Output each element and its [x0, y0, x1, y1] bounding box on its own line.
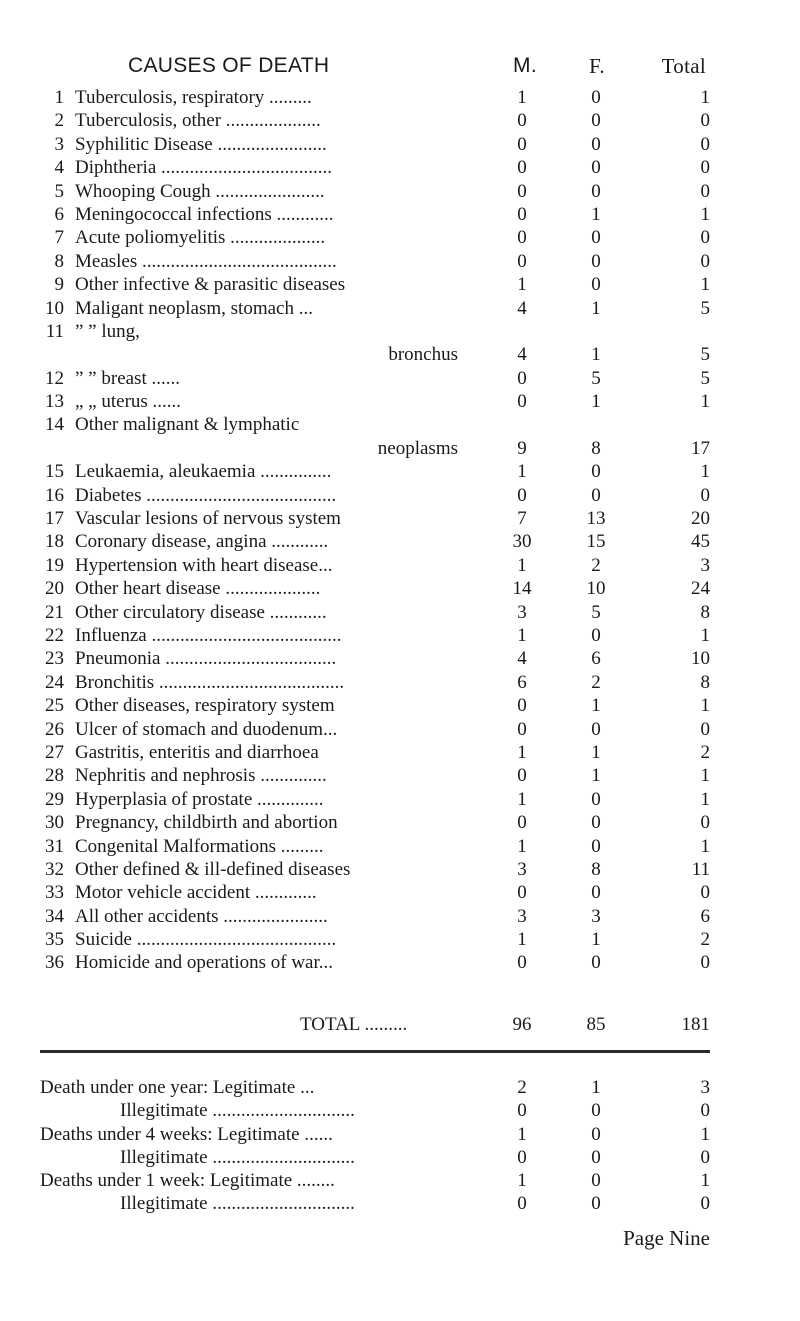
total-count: 0: [700, 718, 710, 740]
male-count: 1: [517, 929, 527, 951]
total-count: 10: [691, 648, 710, 670]
cause-label: Measles .........................................: [75, 250, 337, 272]
male-count: 9: [517, 437, 527, 459]
row-number: 6: [54, 203, 64, 225]
infant-label: Deaths under 4 weeks: Legitimate ......: [40, 1123, 333, 1145]
row-number: 36: [45, 952, 64, 974]
divider: [40, 1050, 710, 1053]
row-number: 4: [54, 157, 64, 179]
table-row: [0, 180, 800, 203]
female-count: 8: [591, 437, 601, 459]
male-count: 3: [517, 905, 527, 927]
male-count: 0: [517, 882, 527, 904]
male-count: 6: [517, 671, 527, 693]
male-count: 0: [517, 227, 527, 249]
cause-label: Other defined & ill-defined diseases: [75, 858, 351, 880]
total-count: 1: [700, 203, 710, 225]
female-count: 5: [591, 601, 601, 623]
male-count: 1: [517, 274, 527, 296]
row-number: 7: [54, 227, 64, 249]
female-count: 8: [591, 858, 601, 880]
female-count: 0: [591, 1100, 601, 1122]
male-count: 0: [517, 812, 527, 834]
row-number: 15: [45, 461, 64, 483]
female-count: 1: [591, 929, 601, 951]
cause-label: Other infective & parasitic diseases: [75, 274, 346, 296]
total-count: 1: [700, 765, 710, 787]
total-count: 2: [700, 929, 710, 951]
table-row: [0, 226, 800, 249]
female-count: 13: [586, 508, 606, 530]
cause-label: Diphtheria ....................................: [75, 157, 333, 179]
infant-label: Death under one year: Legitimate ...: [40, 1077, 315, 1098]
female-count: 1: [591, 297, 601, 319]
row-number: 20: [45, 578, 64, 600]
total-count: 1: [700, 695, 710, 717]
row-number: 34: [45, 905, 64, 927]
female-count: 1: [591, 741, 601, 763]
table-row: [0, 507, 800, 530]
table-row: [0, 390, 800, 413]
table-row: [0, 273, 800, 296]
causes-table: [0, 86, 800, 975]
total-count: 1: [700, 1123, 710, 1145]
row-number: 9: [54, 274, 64, 296]
total-count: 1: [700, 1170, 710, 1192]
male-count: 2: [517, 1077, 527, 1098]
column-header-male: M.: [513, 54, 537, 77]
row-number: 17: [45, 508, 64, 530]
infant-label: Illegitimate ..............................: [120, 1193, 355, 1215]
female-count: 0: [591, 157, 601, 179]
row-number: 23: [45, 648, 64, 670]
row-number: 2: [54, 110, 64, 132]
total-count: 45: [691, 531, 710, 553]
female-count: 0: [591, 1193, 601, 1215]
table-row: [0, 624, 800, 647]
male-count: 0: [517, 110, 527, 132]
total-count: 24: [691, 578, 710, 600]
cause-label: Gastritis, enteritis and diarrhoea: [75, 741, 319, 763]
total-count: 0: [700, 110, 710, 132]
table-row: [0, 928, 800, 951]
male-count: 3: [517, 601, 527, 623]
cause-label: Tuberculosis, respiratory .........: [75, 87, 312, 108]
male-count: 7: [517, 508, 527, 530]
table-row: [0, 671, 800, 694]
total-count: 0: [700, 484, 710, 506]
row-number: 35: [45, 929, 64, 951]
total-count: 0: [700, 1100, 710, 1122]
female-count: 0: [591, 788, 601, 810]
male-count: 0: [517, 695, 527, 717]
female-count: 0: [591, 274, 601, 296]
table-row: [0, 694, 800, 717]
row-number: 25: [45, 695, 64, 717]
table-row: [0, 601, 800, 624]
table-row: [0, 741, 800, 764]
page-number: Page Nine: [623, 1226, 710, 1250]
cause-label: Nephritis and nephrosis ..............: [75, 765, 327, 787]
male-count: 14: [512, 578, 532, 600]
row-number: 24: [45, 671, 64, 693]
male-count: 1: [517, 87, 527, 108]
female-count: 1: [591, 1077, 601, 1098]
total-count: 5: [700, 367, 710, 389]
female-count: 1: [591, 344, 601, 366]
cause-label: Hyperplasia of prostate ..............: [75, 788, 324, 810]
total-count: 0: [700, 952, 710, 974]
male-count: 1: [517, 835, 527, 857]
cause-label: Leukaemia, aleukaemia ...............: [75, 461, 332, 483]
table-row: [0, 951, 800, 974]
total-row: [0, 1014, 800, 1040]
table-row: [0, 484, 800, 507]
female-count: 2: [591, 554, 601, 576]
total-count: 3: [700, 554, 710, 576]
total-total: 181: [681, 1014, 710, 1035]
row-number: 19: [45, 554, 64, 576]
row-number: 18: [45, 531, 64, 553]
female-count: 0: [591, 718, 601, 740]
male-count: 0: [517, 133, 527, 155]
total-count: 1: [700, 625, 710, 647]
table-row: [0, 109, 800, 132]
total-count: 0: [700, 180, 710, 202]
total-count: 0: [700, 1193, 710, 1215]
female-count: 0: [591, 250, 601, 272]
cause-label: Ulcer of stomach and duodenum...: [75, 718, 338, 740]
male-count: 0: [517, 765, 527, 787]
table-row: [0, 413, 800, 460]
total-count: 0: [700, 133, 710, 155]
total-label: TOTAL .........: [300, 1014, 408, 1035]
female-count: 0: [591, 110, 601, 132]
row-number: 3: [54, 133, 64, 155]
row-number: 14: [45, 414, 64, 436]
row-number: 30: [45, 812, 64, 834]
cause-label: All other accidents ......................: [75, 905, 328, 927]
row-number: 11: [45, 320, 64, 342]
infant-row: [0, 1076, 800, 1099]
table-row: [0, 811, 800, 834]
table-header: [0, 54, 800, 86]
column-header-total: Total: [661, 54, 706, 78]
female-count: 1: [591, 695, 601, 717]
male-count: 0: [517, 250, 527, 272]
cause-label: ” ” lung,: [75, 320, 140, 342]
cause-label: Maligant neoplasm, stomach ...: [75, 297, 313, 319]
female-count: 0: [591, 133, 601, 155]
female-count: 15: [586, 531, 606, 553]
cause-label: Meningococcal infections ............: [75, 203, 334, 225]
infant-deaths-table: [0, 1076, 800, 1216]
male-count: 1: [517, 1123, 527, 1145]
row-number: 28: [45, 765, 64, 787]
male-count: 0: [517, 203, 527, 225]
cause-label: Motor vehicle accident .............: [75, 882, 317, 904]
male-count: 1: [517, 625, 527, 647]
cause-label: Congenital Malformations .........: [75, 835, 324, 857]
female-count: 2: [591, 671, 601, 693]
table-row: [0, 133, 800, 156]
infant-row: [0, 1099, 800, 1122]
row-number: 22: [45, 625, 64, 647]
table-row: [0, 764, 800, 787]
female-count: 0: [591, 835, 601, 857]
total-count: 0: [700, 227, 710, 249]
male-count: 1: [517, 741, 527, 763]
infant-row: [0, 1123, 800, 1146]
total-count: 0: [700, 812, 710, 834]
female-count: 0: [591, 952, 601, 974]
total-count: 1: [700, 274, 710, 296]
male-count: 0: [517, 484, 527, 506]
table-row: [0, 530, 800, 553]
male-count: 4: [517, 297, 527, 319]
total-count: 0: [700, 882, 710, 904]
row-number: 5: [54, 180, 64, 202]
male-count: 30: [512, 531, 532, 553]
infant-label: Illegitimate ..............................: [120, 1100, 355, 1122]
cause-label: Tuberculosis, other ....................: [75, 110, 321, 132]
infant-row: [0, 1146, 800, 1169]
table-row: [0, 835, 800, 858]
male-count: 0: [517, 391, 527, 413]
table-row: [0, 367, 800, 390]
male-count: 0: [517, 180, 527, 202]
total-count: 17: [691, 437, 710, 459]
male-count: 1: [517, 554, 527, 576]
female-count: 1: [591, 391, 601, 413]
row-number: 12: [45, 367, 64, 389]
female-count: 6: [591, 648, 601, 670]
table-row: [0, 86, 800, 109]
table-row: [0, 156, 800, 179]
cause-label: „ „ uterus ......: [75, 391, 182, 413]
cause-label: Vascular lesions of nervous system: [75, 508, 341, 530]
row-number: 27: [45, 741, 64, 763]
female-count: 0: [591, 1170, 601, 1192]
infant-label: Deaths under 1 week: Legitimate ........: [40, 1170, 335, 1192]
female-count: 1: [591, 765, 601, 787]
row-number: 26: [45, 718, 64, 740]
total-count: 1: [700, 87, 710, 108]
table-row: [0, 250, 800, 273]
table-row: [0, 647, 800, 670]
table-row: [0, 554, 800, 577]
male-count: 0: [517, 367, 527, 389]
male-count: 0: [517, 1193, 527, 1215]
total-count: 1: [700, 788, 710, 810]
table-row: [0, 718, 800, 741]
cause-label: Whooping Cough .......................: [75, 180, 325, 202]
table-row: [0, 577, 800, 600]
total-count: 8: [700, 601, 710, 623]
table-row: [0, 320, 800, 367]
total-male: 96: [512, 1014, 532, 1035]
table-row: [0, 858, 800, 881]
female-count: 0: [591, 484, 601, 506]
infant-label: Illegitimate ..............................: [120, 1146, 355, 1168]
row-number: 8: [54, 250, 64, 272]
total-count: 1: [700, 391, 710, 413]
total-count: 0: [700, 157, 710, 179]
male-count: 4: [517, 344, 527, 366]
table-row: [0, 788, 800, 811]
infant-row: [0, 1192, 800, 1215]
cause-label: Pneumonia ....................................: [75, 648, 337, 670]
male-count: 0: [517, 1146, 527, 1168]
total-count: 2: [700, 741, 710, 763]
row-number: 29: [45, 788, 64, 810]
total-count: 0: [700, 1146, 710, 1168]
table-row: [0, 460, 800, 483]
cause-label: Other circulatory disease ............: [75, 601, 327, 623]
female-count: 0: [591, 461, 601, 483]
table-row: [0, 297, 800, 320]
cause-label: Acute poliomyelitis ....................: [75, 227, 326, 249]
cause-label: Influenza ........................................: [75, 625, 342, 647]
infant-row: [0, 1169, 800, 1192]
female-count: 3: [591, 905, 601, 927]
cause-label: Syphilitic Disease .......................: [75, 133, 327, 155]
male-count: 1: [517, 788, 527, 810]
cause-label: Suicide ..........................................: [75, 929, 337, 951]
row-number: 16: [45, 484, 64, 506]
male-count: 0: [517, 718, 527, 740]
page-title: CAUSES OF DEATH: [128, 54, 330, 77]
female-count: 0: [591, 227, 601, 249]
female-count: 0: [591, 882, 601, 904]
row-number: 31: [45, 835, 64, 857]
female-count: 5: [591, 367, 601, 389]
cause-label: Other diseases, respiratory system: [75, 695, 335, 717]
female-count: 1: [591, 203, 601, 225]
table-row: [0, 203, 800, 226]
total-count: 0: [700, 250, 710, 272]
male-count: 4: [517, 648, 527, 670]
total-count: 1: [700, 835, 710, 857]
female-count: 0: [591, 1146, 601, 1168]
total-female: 85: [586, 1014, 606, 1035]
row-number: 21: [45, 601, 64, 623]
male-count: 0: [517, 157, 527, 179]
female-count: 0: [591, 1123, 601, 1145]
total-count: 20: [691, 508, 710, 530]
cause-label: Hypertension with heart disease...: [75, 554, 333, 576]
cause-label-continued: neoplasms: [377, 437, 458, 459]
total-count: 5: [700, 297, 710, 319]
total-count: 3: [700, 1077, 710, 1098]
cause-label: Bronchitis .......................................: [75, 671, 345, 693]
female-count: 0: [591, 625, 601, 647]
cause-label: Diabetes ........................................: [75, 484, 337, 506]
female-count: 10: [586, 578, 606, 600]
cause-label: ” ” breast ......: [75, 367, 180, 389]
table-row: [0, 905, 800, 928]
row-number: 10: [45, 297, 64, 319]
total-count: 1: [700, 461, 710, 483]
total-count: 8: [700, 671, 710, 693]
male-count: 1: [517, 1170, 527, 1192]
female-count: 0: [591, 180, 601, 202]
cause-label: Pregnancy, childbirth and abortion: [75, 812, 338, 834]
male-count: 1: [517, 461, 527, 483]
row-number: 13: [45, 391, 64, 413]
male-count: 0: [517, 1100, 527, 1122]
column-header-female: F.: [589, 54, 605, 78]
cause-label-continued: bronchus: [388, 344, 458, 366]
row-number: 32: [45, 858, 64, 880]
total-count: 11: [691, 858, 710, 880]
cause-label: Coronary disease, angina ............: [75, 531, 329, 553]
female-count: 0: [591, 812, 601, 834]
row-number: 1: [54, 87, 64, 108]
table-row: [0, 881, 800, 904]
female-count: 0: [591, 87, 601, 108]
total-count: 6: [700, 905, 710, 927]
male-count: 0: [517, 952, 527, 974]
cause-label: Other heart disease ....................: [75, 578, 321, 600]
male-count: 3: [517, 858, 527, 880]
total-count: 5: [700, 344, 710, 366]
cause-label: Homicide and operations of war...: [75, 952, 334, 974]
cause-label: Other malignant & lymphatic: [75, 414, 300, 436]
row-number: 33: [45, 882, 64, 904]
